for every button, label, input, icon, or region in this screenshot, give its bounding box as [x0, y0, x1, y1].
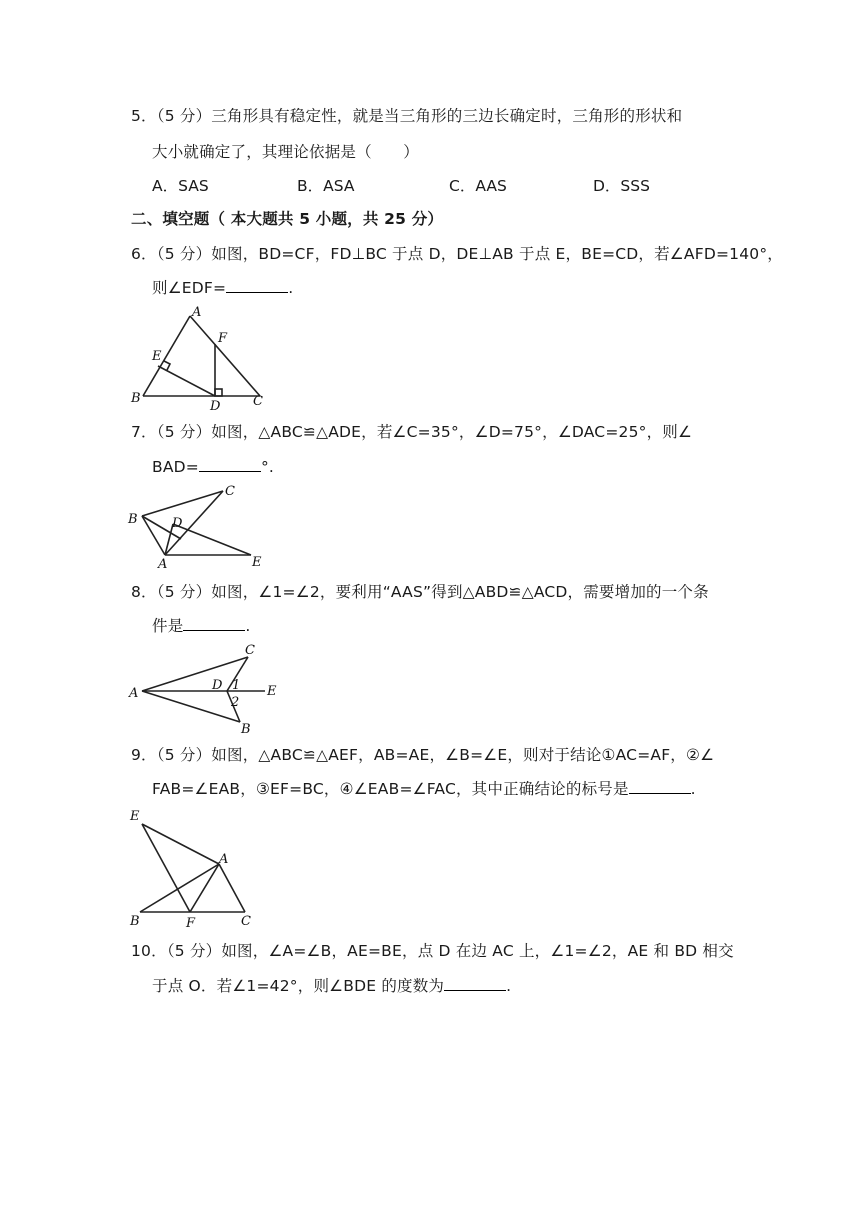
- q6-figure: [130, 302, 275, 414]
- q10-line2-end: .: [506, 977, 512, 995]
- q5-option-d: D．SSS: [593, 177, 650, 195]
- q9-segment-ac: [219, 864, 245, 912]
- q6-side-ab: [143, 316, 190, 396]
- q6-label-b: B: [131, 391, 141, 406]
- q5-option-c: C．AAS: [449, 177, 507, 195]
- q9-label-e: E: [130, 809, 140, 824]
- q8-label-d: D: [212, 678, 223, 693]
- q9-line2-end: .: [690, 780, 696, 798]
- q10-line1: 10．（5 分）如图，∠A=∠B，AE=BE，点 D 在边 AC 上，∠1=∠2，AE 和 BD 相交: [131, 942, 734, 960]
- q6-segment-ed: [158, 366, 215, 396]
- q9-label-f: F: [186, 916, 196, 931]
- q8-line2-end: .: [245, 617, 251, 635]
- q7-line1: 7．（5 分）如图，△ABC≌△ADE，若∠C=35°，∠D=75°，∠DAC=25°，则∠: [131, 423, 693, 441]
- q5-line1: 5．（5 分）三角形具有稳定性，就是当三角形的三边长确定时，三角形的形状和: [131, 107, 683, 125]
- q6-line2-end: .: [288, 279, 294, 297]
- q7-label-c: C: [225, 484, 235, 499]
- q8-label-b: B: [241, 722, 251, 737]
- q8-line2: [152, 614, 251, 636]
- q8-label-two: 2: [231, 695, 240, 710]
- q6-right-angle-d: [215, 389, 222, 396]
- q8-label-c: C: [245, 643, 255, 658]
- q6-line2-text: 则∠EDF=: [152, 279, 227, 297]
- q5-line2: 大小就确定了，其理论依据是（ ）: [152, 143, 419, 161]
- q7-label-e: E: [252, 555, 262, 570]
- q7-segment-de: [173, 524, 251, 555]
- q8-label-one: 1: [232, 678, 241, 693]
- q7-label-b: B: [128, 512, 138, 527]
- q8-line2-text: 件是: [152, 617, 184, 635]
- q9-figure: [127, 803, 262, 933]
- q9-label-a: A: [219, 852, 229, 867]
- q5-option-b: B．ASA: [297, 177, 355, 195]
- q7-line2-text: BAD=: [152, 458, 199, 476]
- q6-label-c: C: [253, 394, 263, 409]
- q10-answer-blank[interactable]: [444, 974, 506, 991]
- q6-right-angle-e: [164, 361, 170, 370]
- q9-line1: 9．（5 分）如图，△ABC≌△AEF，AB=AE，∠B=∠E，则对于结论①AC=AF，②∠: [131, 746, 715, 764]
- q6-answer-blank[interactable]: [226, 276, 288, 293]
- q8-label-a: A: [129, 686, 139, 701]
- q10-line2-text: 于点 O．若∠1=42°，则∠BDE 的度数为: [152, 977, 445, 995]
- q8-segment-ab: [142, 691, 240, 722]
- q9-label-b: B: [130, 914, 140, 929]
- q8-figure: [127, 640, 287, 735]
- q9-segment-fa: [190, 864, 219, 912]
- q9-answer-blank[interactable]: [629, 777, 691, 794]
- q10-line2: [152, 974, 511, 996]
- q7-answer-blank[interactable]: [199, 455, 261, 472]
- q9-segment-ba: [140, 864, 219, 912]
- q9-line2: [152, 777, 696, 799]
- q5-option-a: A．SAS: [152, 177, 209, 195]
- q7-segment-ba: [142, 516, 165, 555]
- q6-label-e: E: [152, 349, 162, 364]
- q7-label-d: D: [172, 516, 183, 531]
- q9-label-c: C: [241, 914, 251, 929]
- q7-figure: [127, 480, 272, 570]
- q8-answer-blank[interactable]: [183, 614, 245, 631]
- q8-label-e: E: [267, 684, 277, 699]
- q8-line1: 8．（5 分）如图，∠1=∠2，要利用“AAS”得到△ABD≌△ACD，需要增加的一个条: [131, 583, 709, 601]
- q6-label-a: A: [192, 305, 202, 320]
- q6-line1: 6．（5 分）如图，BD=CF，FD⊥BC 于点 D，DE⊥AB 于点 E，BE=CD，若∠AFD=140°，: [131, 245, 783, 263]
- q6-line2: [152, 276, 293, 298]
- q9-line2-text: FAB=∠EAB，③EF=BC，④∠EAB=∠FAC，其中正确结论的标号是: [152, 780, 629, 798]
- q7-line2-end: °.: [260, 458, 275, 476]
- q6-label-f: F: [218, 331, 228, 346]
- q7-line2: [152, 455, 274, 476]
- q7-label-a: A: [158, 557, 168, 572]
- section2-title: 二、填空题（ 本大题共 5 小题，共 25 分）: [131, 210, 444, 228]
- q6-label-d: D: [210, 399, 221, 414]
- q6-side-ac: [190, 316, 260, 396]
